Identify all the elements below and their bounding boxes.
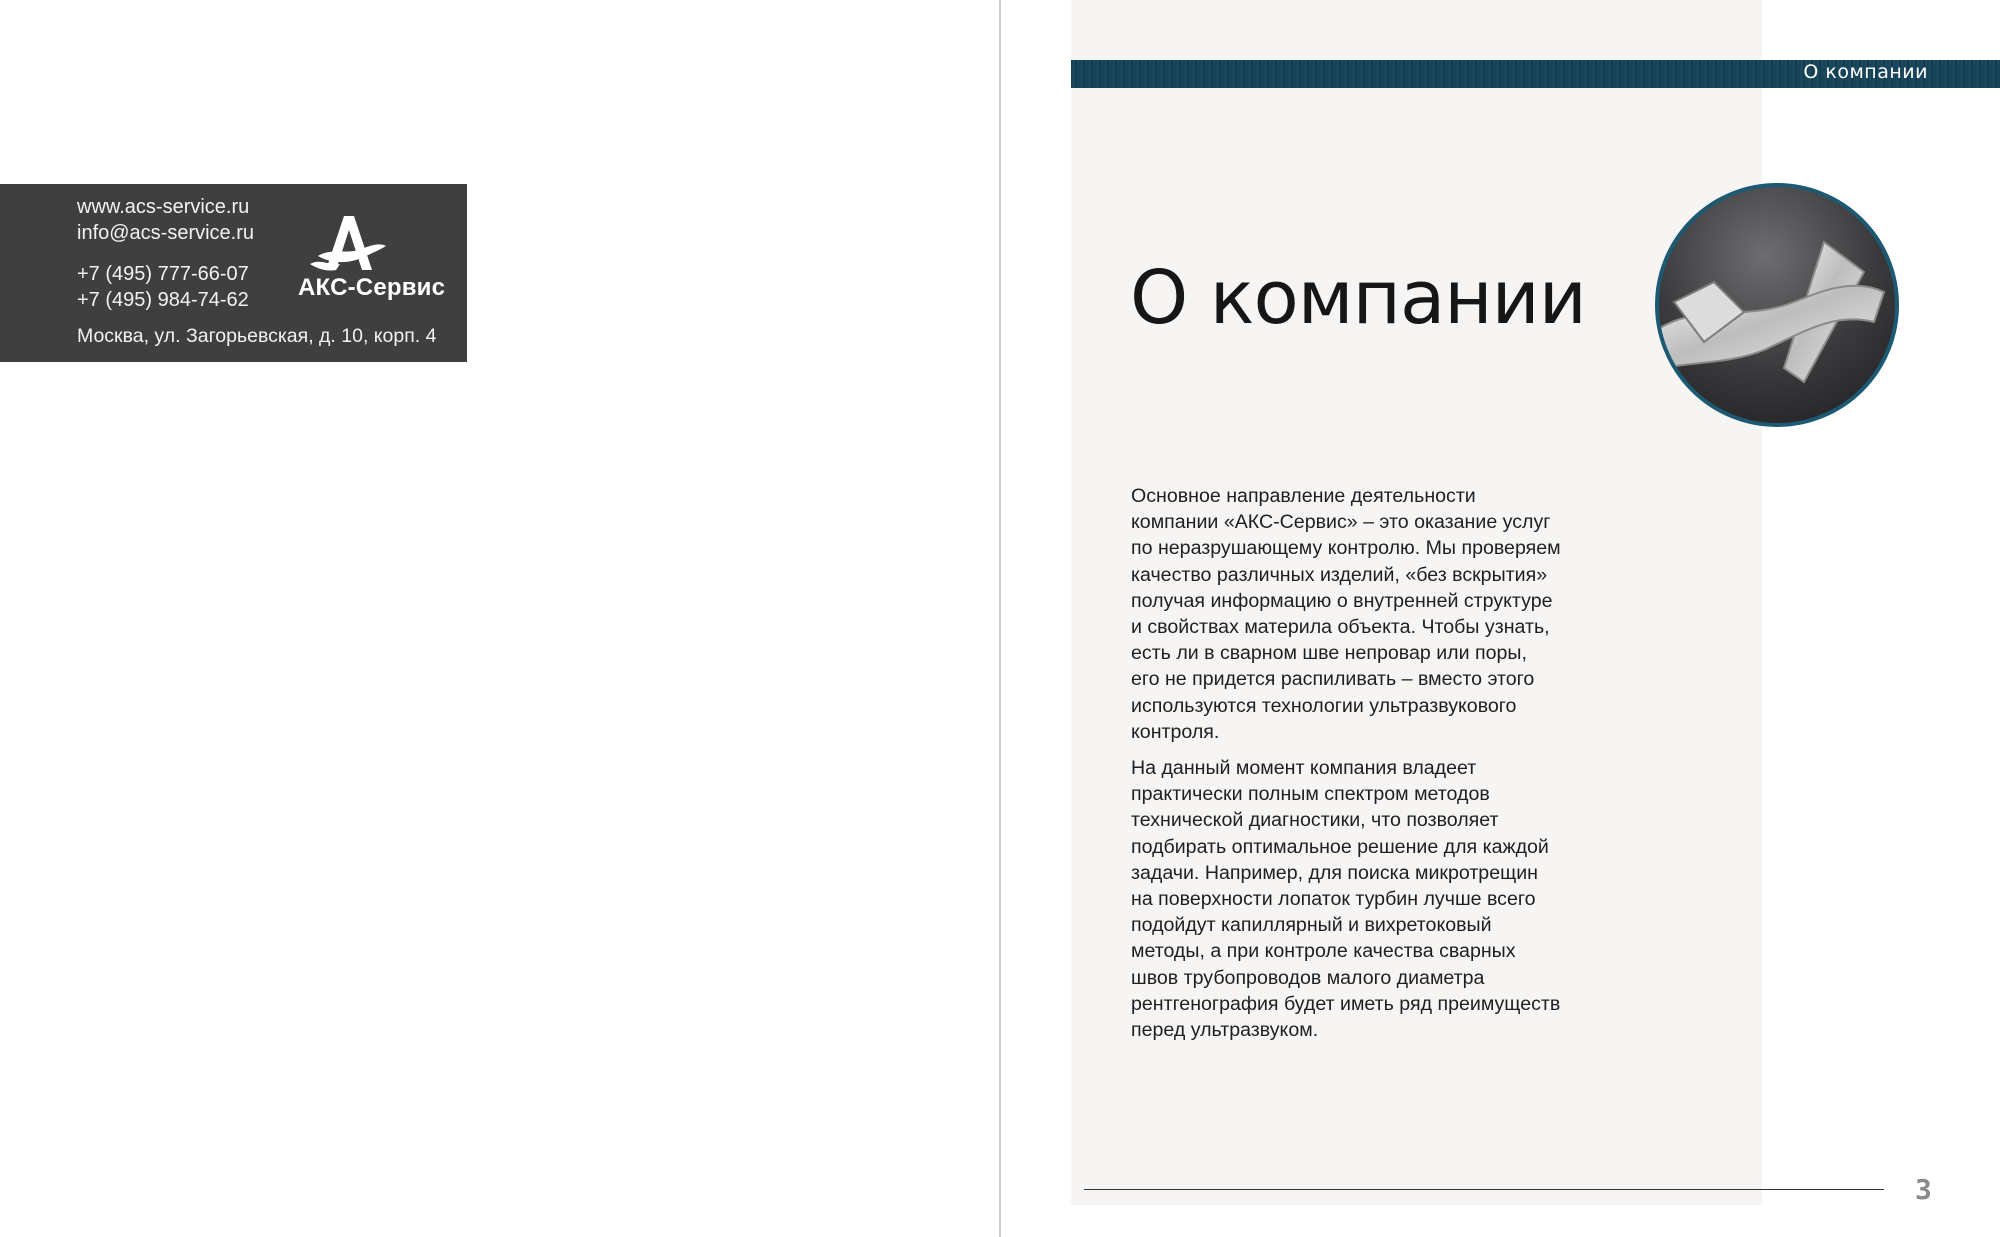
- page-title: О компании: [1130, 255, 1586, 341]
- page-spine: [999, 0, 1001, 1237]
- page-number: 3: [1915, 1173, 1932, 1206]
- email-link[interactable]: info@acs-service.ru: [77, 222, 255, 244]
- section-label: О компании: [1803, 61, 1928, 83]
- phone-1: +7 (495) 777-66-07: [77, 263, 249, 285]
- paragraph-2: На данный момент компания владеет практически полным спектром методов технической диагностики, что позволяет подбирать оптимальное решение для каждой задачи. Например, для поиска микротрещин на поверхности лопаток турбин лучше всего подойдут капиллярный и вихретоковый методы, а при контроле качества сварных швов трубопроводов малого диаметра рентгенография будет иметь ряд преимуществ перед ультразвуком.: [1131, 757, 1561, 1042]
- website-link[interactable]: www.acs-service.ru: [77, 196, 250, 218]
- phone-2: +7 (495) 984-74-62: [77, 289, 249, 311]
- logo-name: АКС-Сервис: [298, 274, 446, 301]
- section-header-bar: [1071, 60, 2000, 88]
- body-text: [1131, 483, 1631, 1053]
- logo-photo-image: [1654, 182, 1900, 428]
- address: Москва, ул. Загорьевская, д. 10, корп. 4: [77, 325, 437, 347]
- contact-block: [0, 184, 467, 362]
- paragraph-1: Основное направление деятельности компании «АКС-Сервис» – это оказание услуг по неразрушающему контролю. Мы проверяем качество различных изделий, «без вскрытия» получая информацию о внутренней структуре и свойствах материла объекта. Чтобы узнать, есть ли в сварном шве непровар или поры, его не придется распиливать – вместо этого используются технологии ультразвукового контроля.: [1131, 485, 1561, 743]
- footer-rule: [1084, 1189, 1884, 1190]
